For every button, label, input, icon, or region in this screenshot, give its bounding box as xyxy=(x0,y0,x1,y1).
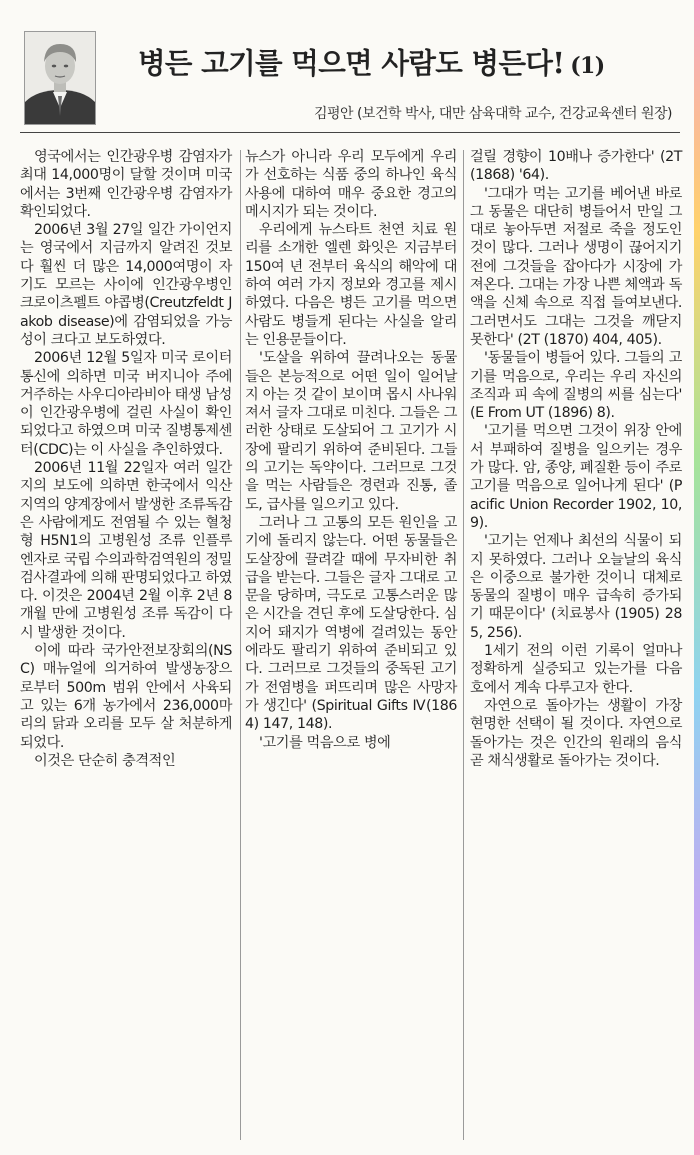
paragraph: 1세기 전의 이런 기록이 얼마나 정확하게 실증되고 있는가를 다음 호에서 계속 다루고자 한다. xyxy=(470,643,682,696)
paragraph: 그러나 그 고통의 모든 원인을 고기에 돌리지 않는다. 어떤 동물들은 도살장에 끌려갈 때에 무자비한 취급을 받는다. 그들은 글자 그대로 고문을 당하며, 극도로 고통스러운 많은 시간을 견딘 후에 도살당한다. 심지어 돼지가 역병에 걸려있는 동안에라도 팔리기 위하여 준비되고 있다. 그러므로 그것들의 중독된 고기가 전염병을 퍼뜨리며 많은 사망자가 생긴다' (Spiritual Gifts Ⅳ(1864) 147, 148). xyxy=(245,514,457,733)
column-1 xyxy=(20,148,232,770)
paragraph: '동물들이 병들어 있다. 그들의 고기를 먹음으로, 우리는 우리 자신의 조직과 피 속에 질병의 씨를 심는다' (E From UT (1896) 8). xyxy=(470,350,682,422)
column-divider xyxy=(240,150,241,1140)
paragraph: 2006년 3월 27일 일간 가이언지는 영국에서 지금까지 알려진 것보다 훨씬 더 많은 14,000여명이 자기도 모르는 사이에 인간광우병인 크로이츠펠트 야콥병(Creutzfeldt Jakob disease)에 감염되었을 가능성이 크다고 보도하였다. xyxy=(20,222,232,348)
paragraph: 2006년 11월 22일자 여러 일간지의 보도에 의하면 한국에서 익산 지역의 양계장에서 발생한 조류독감은 사람에게도 전염될 수 있는 혈청형 H5N1의 고병원성 조류 인플루엔자로 국립 수의과학검역원의 정밀검사결과에 의해 판명되었다고 하였다. 이것은 2004년 2월 이후 2년 8개월 만에 고병원성 조류 독감이 다시 발생한 것이다. xyxy=(20,460,232,641)
decorative-edge xyxy=(694,0,700,1155)
article-title xyxy=(138,41,688,82)
header-divider xyxy=(20,132,680,133)
paragraph: '고기를 먹음으로 병에 xyxy=(259,734,391,751)
paragraph: 뉴스가 아니라 우리 모두에게 우리가 선호하는 식품 중의 하나인 육식사용에 대하여 매우 중요한 경고의 메시지가 되는 것이다. xyxy=(245,149,457,220)
paragraph: '그대가 먹는 고기를 베어낸 바로 그 동물은 대단히 병들어서 만일 그대로 놓아두면 저절로 죽을 정도인 것이 많다. 그러나 생명이 끊어지기 전에 그것들을 잡아다가 시장에 가져온다. 그대는 가장 나쁜 체액과 독액을 신체 속으로 직접 들여보낸다. 그러면서도 그대는 그것을 깨닫지 못한다' (2T (1870) 404, 405). xyxy=(470,185,682,348)
paragraph: '도살을 위하여 끌려나오는 동물들은 본능적으로 어떤 일이 일어날지 아는 것 같이 보이며 몹시 사나워져서 글자 그대로 미친다. 그들은 그러한 상태로 도살되어 그 고기가 시장에 팔리기 위하여 준비된다. 그들의 고기는 독약이다. 그러므로 그것을 먹는 사람들은 경련과 진통, 졸도, 급사를 일으키고 있다. xyxy=(245,350,457,513)
title-text: 병든 고기를 먹으면 사람도 병든다! xyxy=(138,46,565,80)
author-byline: 김평안 (보건학 박사, 대만 삼육대학 교수, 건강교육센터 원장) xyxy=(313,106,672,122)
paragraph: '고기를 먹으면 그것이 위장 안에서 부패하여 질병을 일으키는 경우가 많다. 암, 종양, 폐질환 등이 주로 고기를 먹음으로 일어나게 된다' (Pacific Union Recorder 1902, 10, 9). xyxy=(470,423,682,531)
title-number: (1) xyxy=(570,53,605,79)
paragraph: '고기는 언제나 최선의 식물이 되지 못하였다. 그러나 오늘날의 육식은 이중으로 불가한 것이니 대체로 동물의 질병이 매우 급속히 증가되기 때문이다' (치료봉사 (1905) 285, 256). xyxy=(470,533,682,641)
column-2 xyxy=(245,148,457,752)
paragraph: 자연으로 돌아가는 생활이 가장 현명한 선택이 될 것이다. 자연으로 돌아가는 것은 인간의 원래의 음식 곧 채식생활로 돌아가는 것이다. xyxy=(470,697,682,769)
author-photo xyxy=(24,31,96,125)
paragraph: 우리에게 뉴스타트 천연 치료 원리를 소개한 엘렌 화잇은 지금부터 150여 년 전부터 육식의 해악에 대하여 여러 가지 정보와 경고를 제시하였다. 다음은 병든 고기를 먹으면 사람도 병들게 된다는 사실을 알리는 인용문들이다. xyxy=(245,222,457,348)
paragraph: 2006년 12월 5일자 미국 로이터 통신에 의하면 미국 버지니아 주에 거주하는 사우디아라비아 태생 남성이 인간광우병에 걸린 사실이 확인되었다고 하였으며 미국 질병통제센터(CDC)는 이 사실을 추인하였다. xyxy=(20,350,232,458)
paragraph: 이것은 단순히 충격적인 xyxy=(34,752,176,769)
article-header xyxy=(20,25,680,135)
column-divider xyxy=(463,150,464,1140)
paragraph: 영국에서는 인간광우병 감염자가 최대 14,000명이 달할 것이며 미국에서는 3번째 인간광우병 감염자가 확인되었다. xyxy=(20,149,232,220)
column-3 xyxy=(470,148,682,770)
paragraph: 걸릴 경향이 10배나 증가한다' (2T(1868) '64). xyxy=(470,149,682,184)
paragraph: 이에 따라 국가안전보장회의(NSC) 매뉴얼에 의거하여 발생농장으로부터 500m 범위 안에서 사육되고 있는 6개 농가에서 236,000마리의 닭과 오리를 모두 살 처분하게 되었다. xyxy=(20,643,232,751)
